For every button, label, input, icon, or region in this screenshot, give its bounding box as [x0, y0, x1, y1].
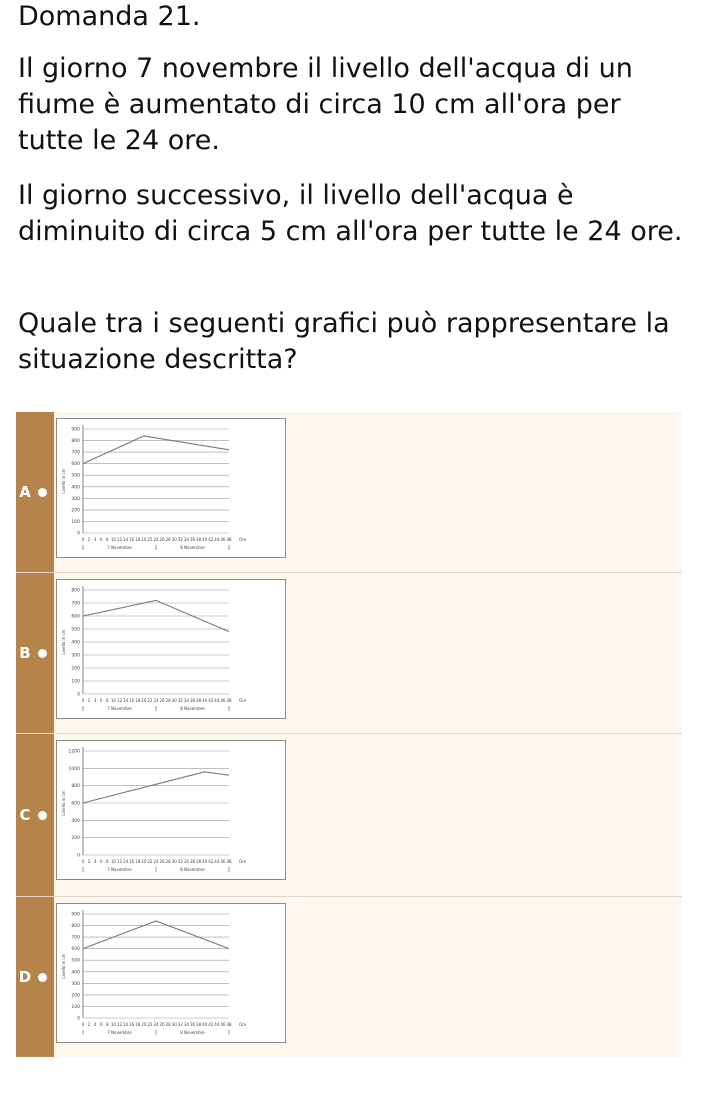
x-tick-label: 0: [81, 537, 85, 542]
x-tick-label: 24: [153, 859, 159, 864]
x-tick-label: 34: [183, 1022, 189, 1027]
answer-options: [16, 412, 682, 1057]
option-a-letter: A: [19, 483, 31, 501]
x-tick-label: 12: [116, 859, 123, 864]
x-tick-label: 16: [129, 1022, 135, 1027]
x-tick-label: 16: [129, 537, 135, 542]
x-tick-label: 20: [141, 537, 147, 542]
x-tick-label: 4: [93, 698, 97, 703]
x-tick-label: 38: [196, 698, 202, 703]
option-c-selector[interactable]: [16, 734, 54, 896]
y-tick-label: 1000: [68, 766, 80, 772]
option-d-chart: [56, 903, 286, 1043]
option-b[interactable]: [16, 573, 682, 734]
x-tick-label: 24: [153, 698, 159, 703]
x-tick-label: 18: [135, 537, 141, 542]
x-tick-label: 36: [189, 698, 196, 703]
option-d-body[interactable]: [54, 897, 682, 1057]
radio-dot-icon[interactable]: [38, 973, 47, 982]
option-c-chart: [56, 740, 286, 880]
x-tick-label: 38: [196, 537, 202, 542]
date-group-label: 7 Novembre: [107, 545, 132, 550]
y-tick-label: 100: [71, 519, 80, 525]
x-tick-label: 10: [110, 537, 116, 542]
x-tick-label: 40: [202, 537, 208, 542]
date-group-label: 8 Novembre: [180, 867, 205, 872]
x-tick-label: 14: [123, 537, 129, 542]
option-b-chart: [56, 579, 286, 719]
y-tick-label: 300: [71, 653, 80, 659]
x-tick-label: 30: [171, 537, 177, 542]
x-tick-label: 34: [183, 537, 189, 542]
x-tick-label: 44: [214, 698, 220, 703]
option-b-chart-svg: [57, 580, 285, 718]
x-tick-label: 42: [208, 537, 214, 542]
x-tick-label: 0: [81, 859, 85, 864]
y-tick-label: 800: [71, 439, 80, 445]
x-tick-label: 0: [81, 698, 85, 703]
y-tick-label: 400: [71, 970, 80, 976]
x-tick-label: 14: [123, 1022, 129, 1027]
y-tick-label: 400: [71, 640, 80, 646]
option-d-chart-svg: [57, 904, 285, 1042]
option-c-body[interactable]: [54, 734, 682, 896]
x-tick-label: 14: [123, 698, 129, 703]
x-tick-label: 20: [141, 698, 147, 703]
y-tick-label: 800: [71, 924, 80, 930]
x-tick-label: 12: [116, 1022, 123, 1027]
y-tick-label: 500: [71, 473, 80, 479]
y-tick-label: 300: [71, 496, 80, 502]
y-tick-label: 100: [71, 679, 80, 685]
x-tick-label: 32: [177, 859, 183, 864]
y-tick-label: 500: [71, 627, 80, 633]
y-tick-label: 900: [71, 427, 80, 433]
y-tick-label: 200: [71, 508, 80, 514]
date-group-label: 8 Novembre: [180, 545, 205, 550]
x-tick-label: 46: [220, 537, 226, 542]
x-tick-label: 28: [165, 537, 171, 542]
x-tick-label: 26: [159, 1022, 165, 1027]
x-tick-label: 42: [208, 1022, 214, 1027]
x-tick-label: 22: [147, 859, 153, 864]
x-tick-label: 48: [226, 698, 232, 703]
y-tick-label: 400: [71, 485, 80, 491]
x-tick-label: 26: [159, 859, 165, 864]
x-tick-label: 18: [135, 859, 141, 864]
x-tick-label: 46: [220, 698, 226, 703]
x-tick-label: 22: [147, 1022, 153, 1027]
option-a-chart: [56, 418, 286, 558]
y-tick-label: 100: [71, 1004, 80, 1010]
x-tick-label: 12: [116, 537, 123, 542]
x-tick-label: 2: [87, 537, 91, 542]
option-c-chart-svg: [57, 741, 285, 879]
option-b-letter: B: [19, 644, 31, 662]
x-tick-label: 24: [153, 537, 159, 542]
x-tick-label: 36: [189, 859, 196, 864]
x-tick-label: 4: [93, 537, 97, 542]
y-tick-label: 200: [71, 836, 80, 842]
radio-dot-icon[interactable]: [38, 488, 47, 497]
y-tick-label: 500: [71, 958, 80, 964]
data-line: [83, 921, 229, 949]
question-paragraph-2: Il giorno successivo, il livello dell'acqua è diminuito di circa 5 cm all'ora per tutte le 24 ore.: [18, 180, 683, 247]
option-a[interactable]: [16, 412, 682, 573]
x-tick-label: 20: [141, 1022, 147, 1027]
y-tick-label: 0: [77, 1016, 80, 1022]
x-tick-label: 36: [189, 537, 196, 542]
y-tick-label: 0: [77, 531, 80, 537]
question-paragraph-1: Il giorno 7 novembre il livello dell'acqua di un fiume è aumentato di circa 10 cm all'ora per tutte le 24 ore.: [18, 53, 633, 156]
x-tick-label: 2: [87, 1022, 91, 1027]
y-tick-label: 700: [71, 935, 80, 941]
x-tick-label: 24: [153, 1022, 159, 1027]
question-paragraph-3: Quale tra i seguenti grafici può rappresentare la situazione descritta?: [18, 308, 670, 375]
x-tick-label: 6: [99, 537, 103, 542]
x-tick-label: 44: [214, 1022, 220, 1027]
x-tick-label: 16: [129, 859, 135, 864]
y-axis-label: Livello in cm: [61, 468, 66, 494]
option-c-letter: C: [19, 806, 31, 824]
x-tick-label: 8: [106, 537, 109, 542]
x-tick-label: 4: [93, 859, 97, 864]
x-tick-label: 6: [99, 1022, 103, 1027]
x-tick-label: 44: [214, 537, 220, 542]
y-tick-label: 200: [71, 993, 80, 999]
x-tick-label: 40: [202, 698, 208, 703]
y-axis-label: Livello in cm: [61, 629, 66, 655]
x-tick-label: 28: [165, 1022, 171, 1027]
option-b-body[interactable]: [54, 573, 682, 733]
y-tick-label: 700: [71, 601, 80, 607]
x-tick-label: 32: [177, 1022, 183, 1027]
y-tick-label: 400: [71, 818, 80, 824]
y-tick-label: 600: [71, 462, 80, 468]
x-tick-label: 44: [214, 859, 220, 864]
x-tick-label: 2: [87, 698, 91, 703]
option-d-letter: D: [18, 968, 32, 986]
x-tick-label: 30: [171, 859, 177, 864]
data-line: [83, 436, 229, 464]
y-tick-label: 0: [77, 853, 80, 859]
x-tick-label: 26: [159, 537, 165, 542]
x-tick-label: 6: [99, 698, 103, 703]
y-tick-label: 600: [71, 801, 80, 807]
y-tick-label: 600: [71, 614, 80, 620]
x-tick-label: 34: [183, 859, 189, 864]
x-tick-label: 14: [123, 859, 129, 864]
x-tick-label: 32: [177, 698, 183, 703]
x-tick-label: 26: [159, 698, 165, 703]
option-c[interactable]: [16, 734, 682, 897]
option-b-selector[interactable]: [16, 573, 54, 733]
option-d-selector[interactable]: [16, 897, 54, 1057]
date-group-label: 8 Novembre: [180, 1030, 205, 1035]
option-d[interactable]: [16, 897, 682, 1057]
x-tick-label: 46: [220, 1022, 226, 1027]
y-tick-label: 800: [71, 588, 80, 594]
x-tick-label: 42: [208, 859, 214, 864]
x-tick-label: 20: [141, 859, 147, 864]
date-group-label: 7 Novembre: [107, 1030, 132, 1035]
x-tick-label: 30: [171, 1022, 177, 1027]
x-axis-label: Ore: [239, 537, 247, 542]
x-tick-label: 10: [110, 698, 116, 703]
x-axis-label: Ore: [239, 859, 247, 864]
x-tick-label: 48: [226, 1022, 232, 1027]
x-tick-label: 40: [202, 859, 208, 864]
x-tick-label: 48: [226, 537, 232, 542]
x-tick-label: 16: [129, 698, 135, 703]
x-tick-label: 28: [165, 859, 171, 864]
x-tick-label: 22: [147, 698, 153, 703]
radio-dot-icon[interactable]: [38, 649, 47, 658]
x-tick-label: 38: [196, 859, 202, 864]
x-tick-label: 8: [106, 698, 109, 703]
y-tick-label: 800: [71, 784, 80, 790]
option-a-chart-svg: [57, 419, 285, 557]
x-tick-label: 40: [202, 1022, 208, 1027]
x-tick-label: 8: [106, 1022, 109, 1027]
y-tick-label: 700: [71, 450, 80, 456]
y-tick-label: 1200: [68, 749, 80, 755]
x-tick-label: 10: [110, 859, 116, 864]
y-tick-label: 600: [71, 947, 80, 953]
y-axis-label: Livello in cm: [61, 953, 66, 979]
x-tick-label: 22: [147, 537, 153, 542]
x-tick-label: 36: [189, 1022, 196, 1027]
y-tick-label: 0: [77, 692, 80, 698]
x-tick-label: 2: [87, 859, 91, 864]
x-tick-label: 8: [106, 859, 109, 864]
x-axis-label: Ore: [239, 698, 247, 703]
option-a-selector[interactable]: [16, 412, 54, 572]
x-tick-label: 46: [220, 859, 226, 864]
radio-dot-icon[interactable]: [38, 811, 47, 820]
date-group-label: 7 Novembre: [107, 706, 132, 711]
x-tick-label: 38: [196, 1022, 202, 1027]
x-tick-label: 32: [177, 537, 183, 542]
x-tick-label: 6: [99, 859, 103, 864]
date-group-label: 8 Novembre: [180, 706, 205, 711]
x-tick-label: 34: [183, 698, 189, 703]
x-axis-label: Ore: [239, 1022, 247, 1027]
x-tick-label: 42: [208, 698, 214, 703]
date-group-label: 7 Novembre: [107, 867, 132, 872]
x-tick-label: 12: [116, 698, 123, 703]
y-tick-label: 900: [71, 912, 80, 918]
data-line: [83, 772, 229, 803]
x-tick-label: 18: [135, 698, 141, 703]
option-a-body[interactable]: [54, 412, 682, 572]
x-tick-label: 18: [135, 1022, 141, 1027]
x-tick-label: 28: [165, 698, 171, 703]
x-tick-label: 30: [171, 698, 177, 703]
question-title: Domanda 21.: [18, 1, 201, 32]
y-tick-label: 300: [71, 981, 80, 987]
y-axis-label: Livello in cm: [61, 790, 66, 816]
x-tick-label: 48: [226, 859, 232, 864]
y-tick-label: 200: [71, 666, 80, 672]
x-tick-label: 0: [81, 1022, 85, 1027]
x-tick-label: 10: [110, 1022, 116, 1027]
x-tick-label: 4: [93, 1022, 97, 1027]
